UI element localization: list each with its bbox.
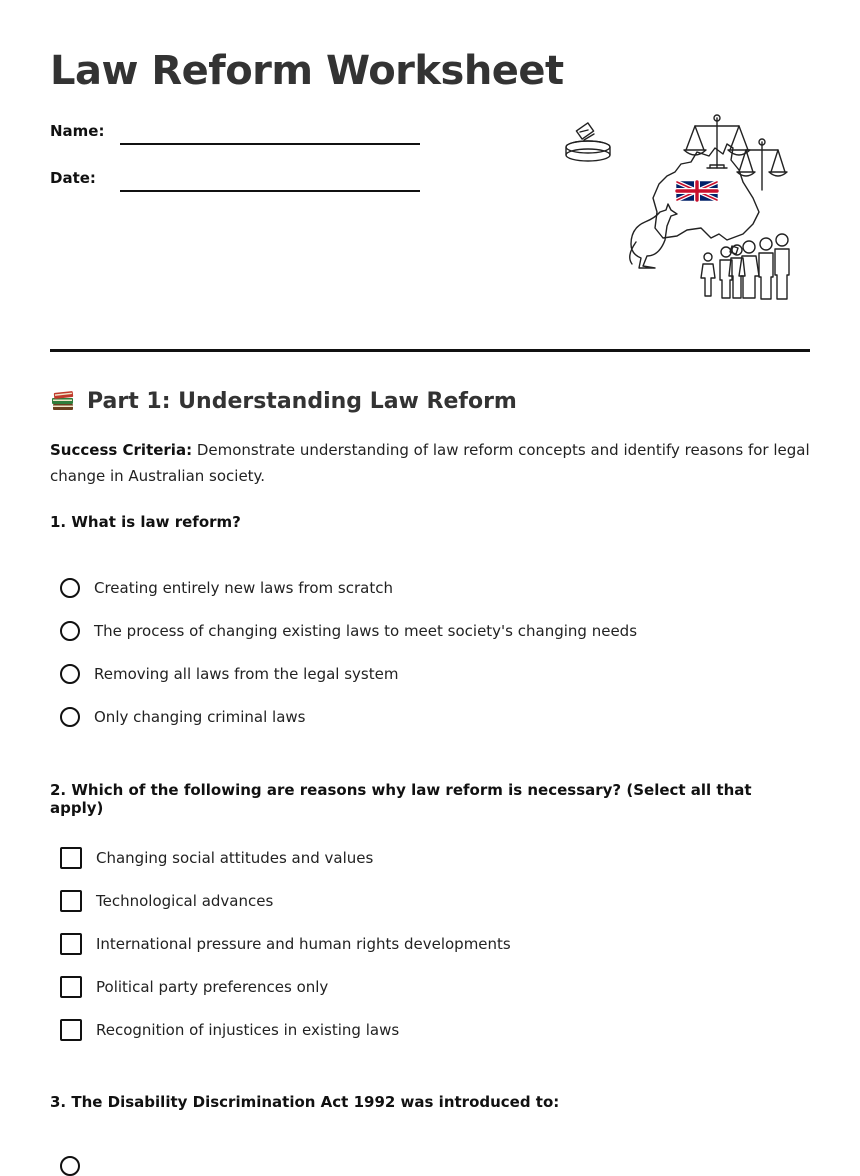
option-label: Creating entirely new laws from scratch <box>94 579 393 597</box>
question-2-option-4[interactable] <box>60 976 328 998</box>
scales-of-justice-icon-small <box>737 139 787 190</box>
option-label: The process of changing existing laws to meet society's changing needs <box>94 622 638 640</box>
checkbox[interactable] <box>60 933 82 955</box>
radio-button[interactable] <box>60 621 80 641</box>
checkbox[interactable] <box>60 847 82 869</box>
section-divider <box>50 349 810 352</box>
option-label: Only changing criminal laws <box>94 708 306 726</box>
question-2-option-2[interactable] <box>60 890 273 912</box>
option-label: Recognition of injustices in existing laws <box>96 1021 400 1039</box>
worksheet-title: Law Reform Worksheet <box>50 48 564 94</box>
union-jack-flag-icon <box>677 182 717 200</box>
success-criteria <box>50 437 810 489</box>
part-1-heading <box>50 388 517 414</box>
checkbox[interactable] <box>60 976 82 998</box>
name-field[interactable] <box>120 143 420 145</box>
law-reform-illustration <box>560 112 790 312</box>
option-label: International pressure and human rights developments <box>96 935 511 953</box>
radio-button[interactable] <box>60 707 80 727</box>
kangaroo-icon <box>630 204 677 268</box>
question-3: 3. The Disability Discrimination Act 1992 was introduced to: <box>50 1093 560 1111</box>
date-field[interactable] <box>120 190 420 192</box>
question-3-radio-button[interactable] <box>60 1156 80 1176</box>
books-icon <box>50 388 76 414</box>
question-2-option-1[interactable] <box>60 847 373 869</box>
scales-of-justice-icon <box>684 115 750 168</box>
success-criteria-label: Success Criteria: <box>50 441 193 459</box>
checkbox[interactable] <box>60 890 82 912</box>
option-label: Changing social attitudes and values <box>96 849 374 867</box>
question-1-option-3[interactable] <box>60 664 398 684</box>
question-2-option-5[interactable] <box>60 1019 399 1041</box>
gavel-icon <box>566 123 610 161</box>
question-1: 1. What is law reform? <box>50 513 241 531</box>
option-label: Political party preferences only <box>96 978 329 996</box>
part-1-title: Part 1: Understanding Law Reform <box>87 388 517 414</box>
name-label: Name: <box>50 122 105 140</box>
option-label: Removing all laws from the legal system <box>94 665 399 683</box>
question-2-option-3[interactable] <box>60 933 511 955</box>
question-2: 2. Which of the following are reasons why law reform is necessary? (Select all that apply) <box>50 781 752 817</box>
family-people-icon <box>701 234 789 299</box>
radio-button[interactable] <box>60 664 80 684</box>
question-1-option-1[interactable] <box>60 578 393 598</box>
option-label: Technological advances <box>96 892 274 910</box>
success-criteria-text: Demonstrate understanding of law reform concepts and identify reasons for legal change in Australian society. <box>50 441 810 485</box>
checkbox[interactable] <box>60 1019 82 1041</box>
question-1-option-4[interactable] <box>60 707 306 727</box>
radio-button[interactable] <box>60 578 80 598</box>
question-1-option-2[interactable] <box>60 621 637 641</box>
date-label: Date: <box>50 169 96 187</box>
